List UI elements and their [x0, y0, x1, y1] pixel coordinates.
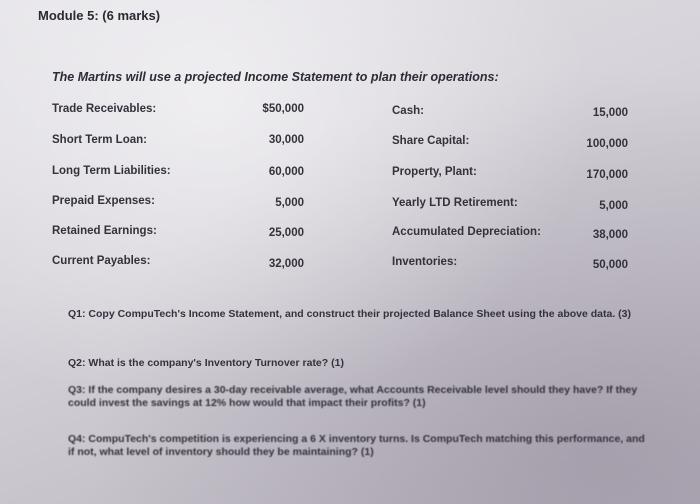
item-value-long-term-liabilities: 60,000: [268, 166, 304, 178]
item-label-inventories: Inventories:: [392, 256, 458, 268]
item-label-prepaid-expenses: Prepaid Expenses:: [52, 195, 155, 207]
item-label-current-payables: Current Payables:: [52, 255, 151, 267]
item-label-short-term-loan: Short Term Loan:: [52, 134, 147, 146]
item-value-share-capital: 100,000: [586, 138, 628, 150]
intro-text: The Martins will use a projected Income Statement to plan their operations:: [52, 70, 499, 84]
item-value-yearly-ltd-retirement: 5,000: [599, 200, 628, 212]
item-value-property-plant: 170,000: [586, 169, 628, 181]
item-value-inventories: 50,000: [592, 259, 628, 271]
module-title: Module 5: (6 marks): [38, 8, 161, 23]
item-label-property-plant: Property, Plant:: [392, 166, 477, 178]
item-value-prepaid-expenses: 5,000: [275, 197, 304, 209]
question-1: Q1: Copy CompuTech's Income Statement, and construct their projected Balance Sheet using the above data. (3): [68, 308, 631, 320]
item-value-accumulated-depreciation: 38,000: [592, 229, 628, 241]
item-label-retained-earnings: Retained Earnings:: [52, 225, 157, 237]
item-value-retained-earnings: 25,000: [268, 227, 304, 239]
item-label-accumulated-depreciation: Accumulated Depreciation:: [392, 226, 541, 238]
question-2: Q2: What is the company's Inventory Turnover rate? (1): [68, 357, 344, 369]
question-3: Q3: If the company desires a 30-day receivable average, what Accounts Receivable level should they have? If they could invest the savings at 12% how would that impact their profits? (1): [68, 384, 638, 409]
item-value-cash: 15,000: [592, 107, 628, 119]
item-value-trade-receivables: $50,000: [262, 103, 304, 115]
item-label-yearly-ltd-retirement: Yearly LTD Retirement:: [392, 197, 518, 209]
item-label-long-term-liabilities: Long Term Liabilities:: [52, 165, 171, 177]
item-label-trade-receivables: Trade Receivables:: [52, 103, 157, 115]
item-label-cash: Cash:: [392, 105, 424, 117]
item-value-current-payables: 32,000: [268, 258, 304, 270]
item-value-short-term-loan: 30,000: [268, 134, 304, 146]
item-label-share-capital: Share Capital:: [392, 135, 470, 147]
question-4: Q4: CompuTech's competition is experiencing a 6 X inventory turns. Is CompuTech matching this performance, and if not, what level of inventory should they be maintaining? (1): [68, 433, 645, 458]
